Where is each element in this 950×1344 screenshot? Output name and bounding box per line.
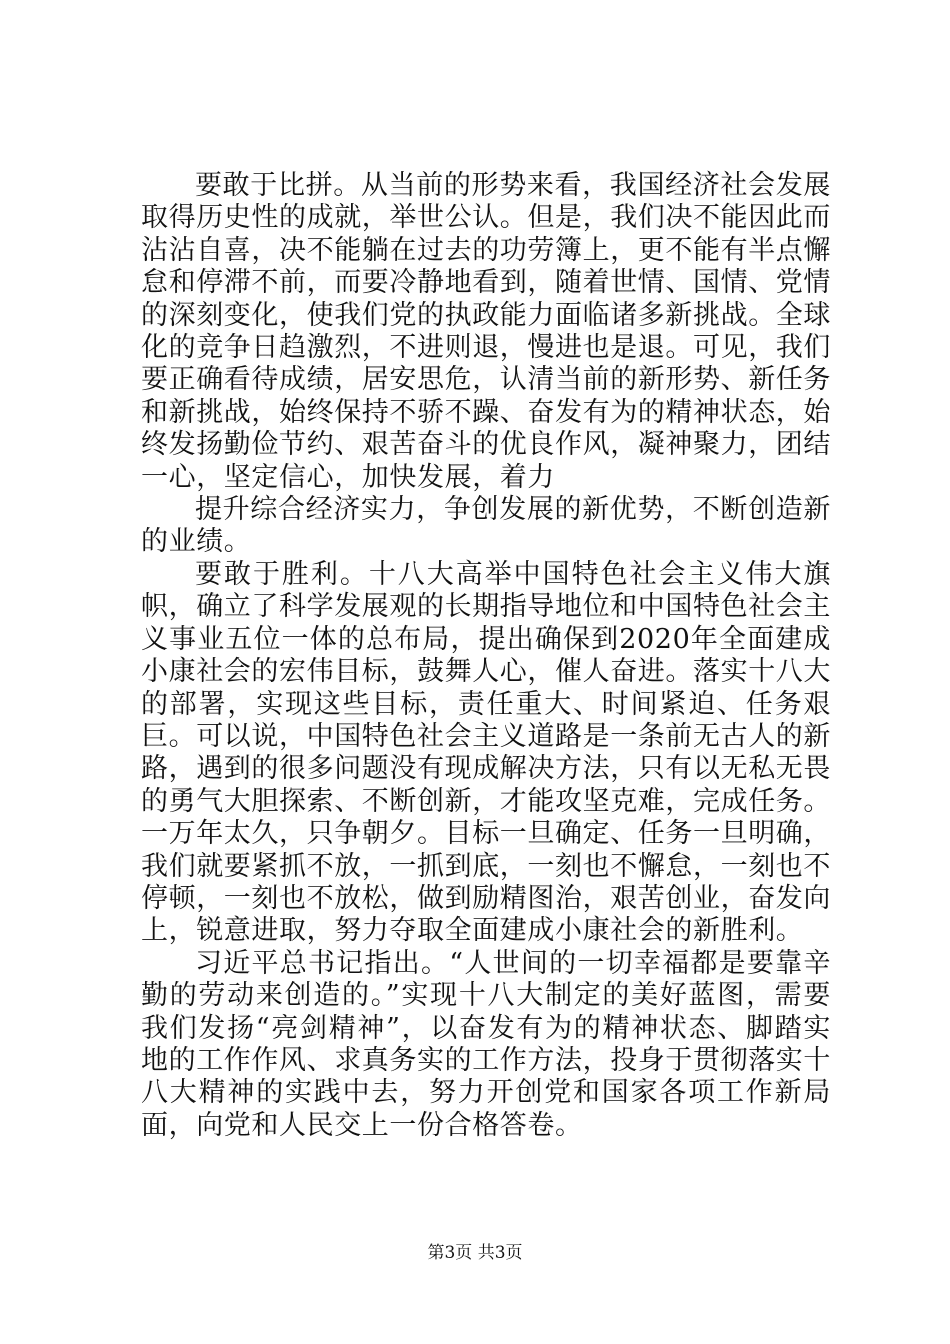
- document-body: [141, 170, 831, 1142]
- paragraph-4: 习近平总书记指出。“人世间的一切幸福都是要靠辛勤的劳动来创造的。”实现十八大制定的美好蓝图，需要我们发扬“亮剑精神”，以奋发有为的精神状态、脚踏实地的工作作风、求真务实的工作方法，投身于贯彻落实十八大精神的实践中去，努力开创党和国家各项工作新局面，向党和人民交上一份合格答卷。: [141, 947, 831, 1141]
- paragraph-3: 要敢于胜利。十八大高举中国特色社会主义伟大旗帜，确立了科学发展观的长期指导地位和中国特色社会主义事业五位一体的总布局，提出确保到2020年全面建成小康社会的宏伟目标，鼓舞人心，催人奋进。落实十八大的部署，实现这些目标，责任重大、时间紧迫、任务艰巨。可以说，中国特色社会主义道路是一条前无古人的新路，遇到的很多问题没有现成解决方法，只有以无私无畏的勇气大胆探索、不断创新，才能攻坚克难，完成任务。一万年太久，只争朝夕。目标一旦确定、任务一旦明确，我们就要紧抓不放，一抓到底，一刻也不懈怠，一刻也不停顿，一刻也不放松，做到励精图治，艰苦创业，奋发向上，锐意进取，努力夺取全面建成小康社会的新胜利。: [141, 558, 831, 947]
- paragraph-1: 要敢于比拼。从当前的形势来看，我国经济社会发展取得历史性的成就，举世公认。但是，我们决不能因此而沾沾自喜，决不能躺在过去的功劳簿上，更不能有半点懈怠和停滞不前，而要冷静地看到，随着世情、国情、党情的深刻变化，使我们党的执政能力面临诸多新挑战。全球化的竞争日趋激烈，不进则退，慢进也是退。可见，我们要正确看待成绩，居安思危，认清当前的新形势、新任务和新挑战，始终保持不骄不躁、奋发有为的精神状态，始终发扬勤俭节约、艰苦奋斗的优良作风，凝神聚力，团结一心，坚定信心，加快发展，着力: [141, 170, 831, 493]
- paragraph-2: 提升综合经济实力，争创发展的新优势，不断创造新的业绩。: [141, 494, 831, 558]
- page-number-footer: 第3页 共3页: [427, 1243, 523, 1263]
